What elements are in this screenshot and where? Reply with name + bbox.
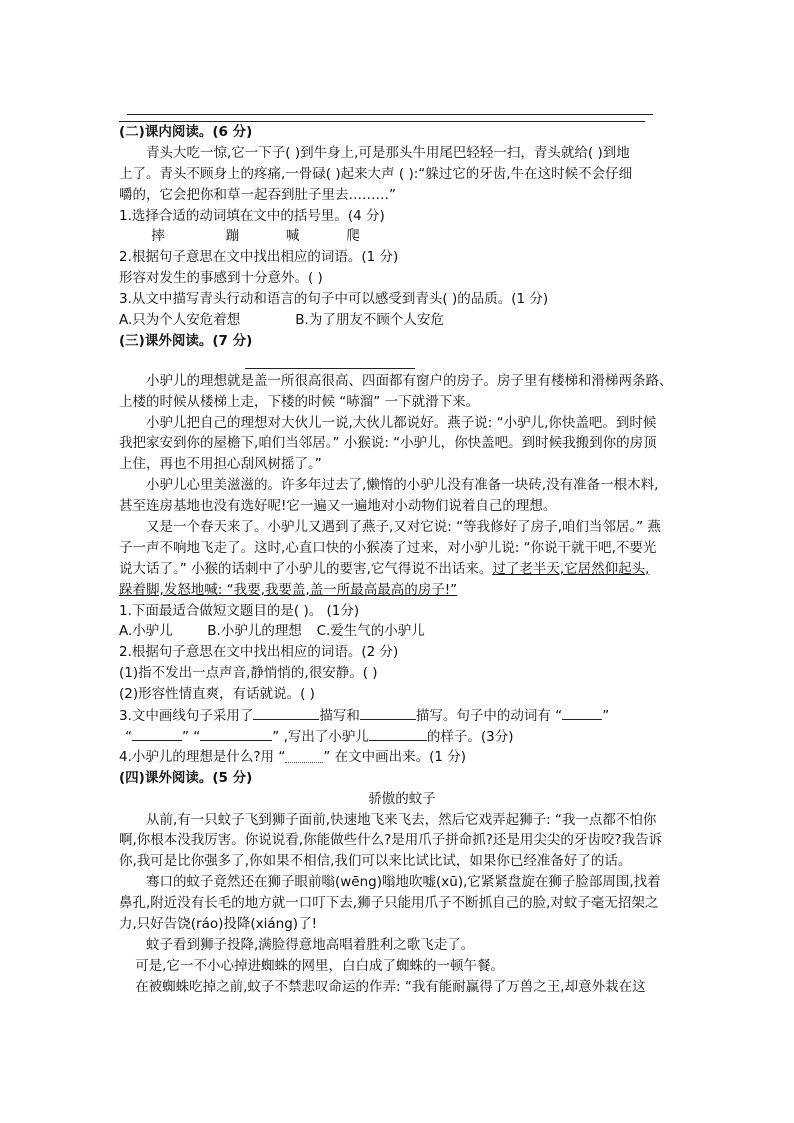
title-blank <box>245 352 415 369</box>
q-text: ” ,写出了小驴儿 <box>272 728 369 745</box>
question: 1.下面最适合做短文题目的是( )。 (1分) <box>119 602 360 619</box>
passage-line: 可是,它一不小心掉进蜘蛛的网里，白白成了蜘蛛的一顿午餐。 <box>135 957 504 974</box>
q-text: 描写和 <box>319 708 360 725</box>
passage-line: 上住，再也不用担心刮风树摇了。” <box>119 456 322 473</box>
question: 2.根据句子意思在文中找出相应的词语。(2 分) <box>119 644 399 661</box>
underlined-sentence: 过了老半天,它居然仰起头, <box>492 560 650 577</box>
answer-line <box>127 100 653 115</box>
question-item: 形容对发生的事感到十分意外。( ) <box>119 270 323 287</box>
passage-line: 嚼的，它会把你和草一起吞到肚子里去………” <box>119 186 396 203</box>
passage-line: 鼻孔,附近没有长毛的地方就一口叮下去,狮子只能用爪子不断抓自己的脸,对蚊子毫无招架之 <box>119 895 659 912</box>
question: 1.选择合适的动词填在文中的括号里。(4 分) <box>119 207 385 224</box>
question: 2.根据句子意思在文中找出相应的词语。(1 分) <box>119 249 399 266</box>
word-bank <box>119 226 685 247</box>
passage-line: 蚊子看到狮子投降,满脸得意地高唱着胜利之歌飞走了。 <box>146 936 475 953</box>
passage-line: 啊,你根本没我厉害。你说说看,你能做些什么?是用爪子拼命抓?还是用尖尖的牙齿咬?我告诉 <box>119 832 663 849</box>
passage-line: 小驴儿心里美滋滋的。许多年过去了,懒惰的小驴儿没有准备一块砖,没有准备一根木料, <box>146 477 659 494</box>
passage-line: 小驴儿把自己的理想对大伙儿一说,大伙儿都说好。燕子说: “小驴儿,你快盖吧。到时候 <box>146 414 657 431</box>
word-option: 摔 <box>151 228 165 245</box>
choice-c: C.爱生气的小驴儿 <box>316 623 425 640</box>
word-option: 爬 <box>346 228 360 245</box>
passage-line: 子一声不响地飞走了。这时,心直口快的小猴凑了过来，对小驴儿说: “你说干就干吧,不要光 <box>119 539 657 556</box>
q-text: ” “ <box>182 728 201 745</box>
choice-b: B.小驴儿的理想 <box>207 623 302 640</box>
q-text: 3.文中画线句子采用了 <box>119 708 254 725</box>
passage-line: 上楼的时候从楼梯上走，下楼的时候 “哧溜” 一下就滑下来。 <box>119 393 480 410</box>
passage-line: 小驴儿的理想就是盖一所很高很高、四面都有窗户的房子。房子里有楼梯和滑梯两条路、 <box>146 372 673 389</box>
wavy-line-icon <box>285 750 323 763</box>
fill-blank[interactable] <box>562 705 602 720</box>
question <box>119 705 685 726</box>
section-heading: (三)课外阅读。(7 分) <box>119 332 253 349</box>
choice-row <box>119 621 685 642</box>
fill-blank[interactable] <box>253 705 319 720</box>
question <box>119 726 685 747</box>
passage-line: 在被蜘蛛吃掉之前,蚊子不禁悲叹命运的作弄: “我有能耐赢得了万兽之王,却意外栽在这 <box>135 978 646 995</box>
q-text: ” 在文中画出来。(1 分) <box>323 748 467 765</box>
passage-line: 力,只好告饶(ráo)投降(xiáng)了! <box>119 915 317 932</box>
passage-line: 我把家安到你的屋檐下,咱们当邻居。” 小猴说: “小驴儿，你快盖吧。到时候我搬到你的房顶 <box>119 435 657 452</box>
fill-blank[interactable] <box>132 726 182 741</box>
fill-blank[interactable] <box>360 705 416 720</box>
passage-line: 从前,有一只蚊子飞到狮子面前,快速地飞来飞去，然后它戏弄起狮子: “我一点都不怕你 <box>146 811 657 828</box>
question-item: (2)形容性情直爽，有话就说。( ) <box>119 686 315 703</box>
question <box>119 747 685 768</box>
question-item: (1)指不发出一点声音,静悄悄的,很安静。( ) <box>119 665 378 682</box>
choice-a: A.小驴儿 <box>119 623 173 640</box>
passage-line: 你,我可是比你强多了,你如果不相信,我们可以来比试比试，如果你已经准备好了的话。 <box>119 853 632 870</box>
q-text: 的样子。(3分) <box>426 728 514 745</box>
question: 3.从文中描写青头行动和语言的句子中可以感受到青头( )的品质。(1 分) <box>119 291 549 308</box>
passage-line: 又是一个春天来了。小驴儿又遇到了燕子,又对它说: “等我修好了房子,咱们当邻居。” 燕 <box>146 519 661 536</box>
q-text: 4.小驴儿的理想是什么?用 “ <box>119 748 286 765</box>
passage-line <box>119 559 685 580</box>
q-text: ” <box>602 708 610 725</box>
underlined-sentence: 跺着脚,发怒地喊: “我要,我要盖,盖一所最高最高的房子!” <box>119 581 458 598</box>
word-option: 喊 <box>285 228 300 245</box>
q-text: 描写。句子中的动词有 “ <box>415 708 563 725</box>
story-title: 骄傲的蚊子 <box>368 790 436 807</box>
fill-blank[interactable] <box>200 726 272 741</box>
passage-line: 青头大吃一惊,它一下子( )到牛身上,可是那头牛用尾巴轻轻一扫，青头就给( )到地 <box>146 144 630 161</box>
choice-row <box>119 310 685 331</box>
passage-line: 甚至连房基地也没有选好呢!它一遍又一遍地对小动物们说着自己的理想。 <box>119 498 557 515</box>
section-heading: (二)课内阅读。(6 分) <box>119 124 253 140</box>
fill-blank[interactable] <box>369 726 427 741</box>
choice-b: B.为了朋友不顾个人安危 <box>295 312 444 329</box>
word-option: 蹦 <box>225 228 240 245</box>
passage-text: 说大话了。” 小猴的话刺中了小驴儿的要害,它气得说不出话来。 <box>119 560 493 577</box>
choice-a: A.只为个人安危着想 <box>119 312 241 329</box>
answer-line <box>119 115 645 122</box>
worksheet-page <box>119 100 685 998</box>
passage-line: 上了。青头不顾身上的疼痛,一骨碌( )起来大声 ( ):“躲过它的牙齿,牛在这时候不会仔细 <box>119 165 633 182</box>
passage-line: 骞口的蚊子竟然还在狮子眼前嗡(wēng)嗡地吹嘘(xū),它紧紧盘旋在狮子脸部周围,找着 <box>146 874 661 891</box>
section-heading: (四)课外阅读。(5 分) <box>119 769 253 786</box>
q-text: “ <box>125 728 132 745</box>
